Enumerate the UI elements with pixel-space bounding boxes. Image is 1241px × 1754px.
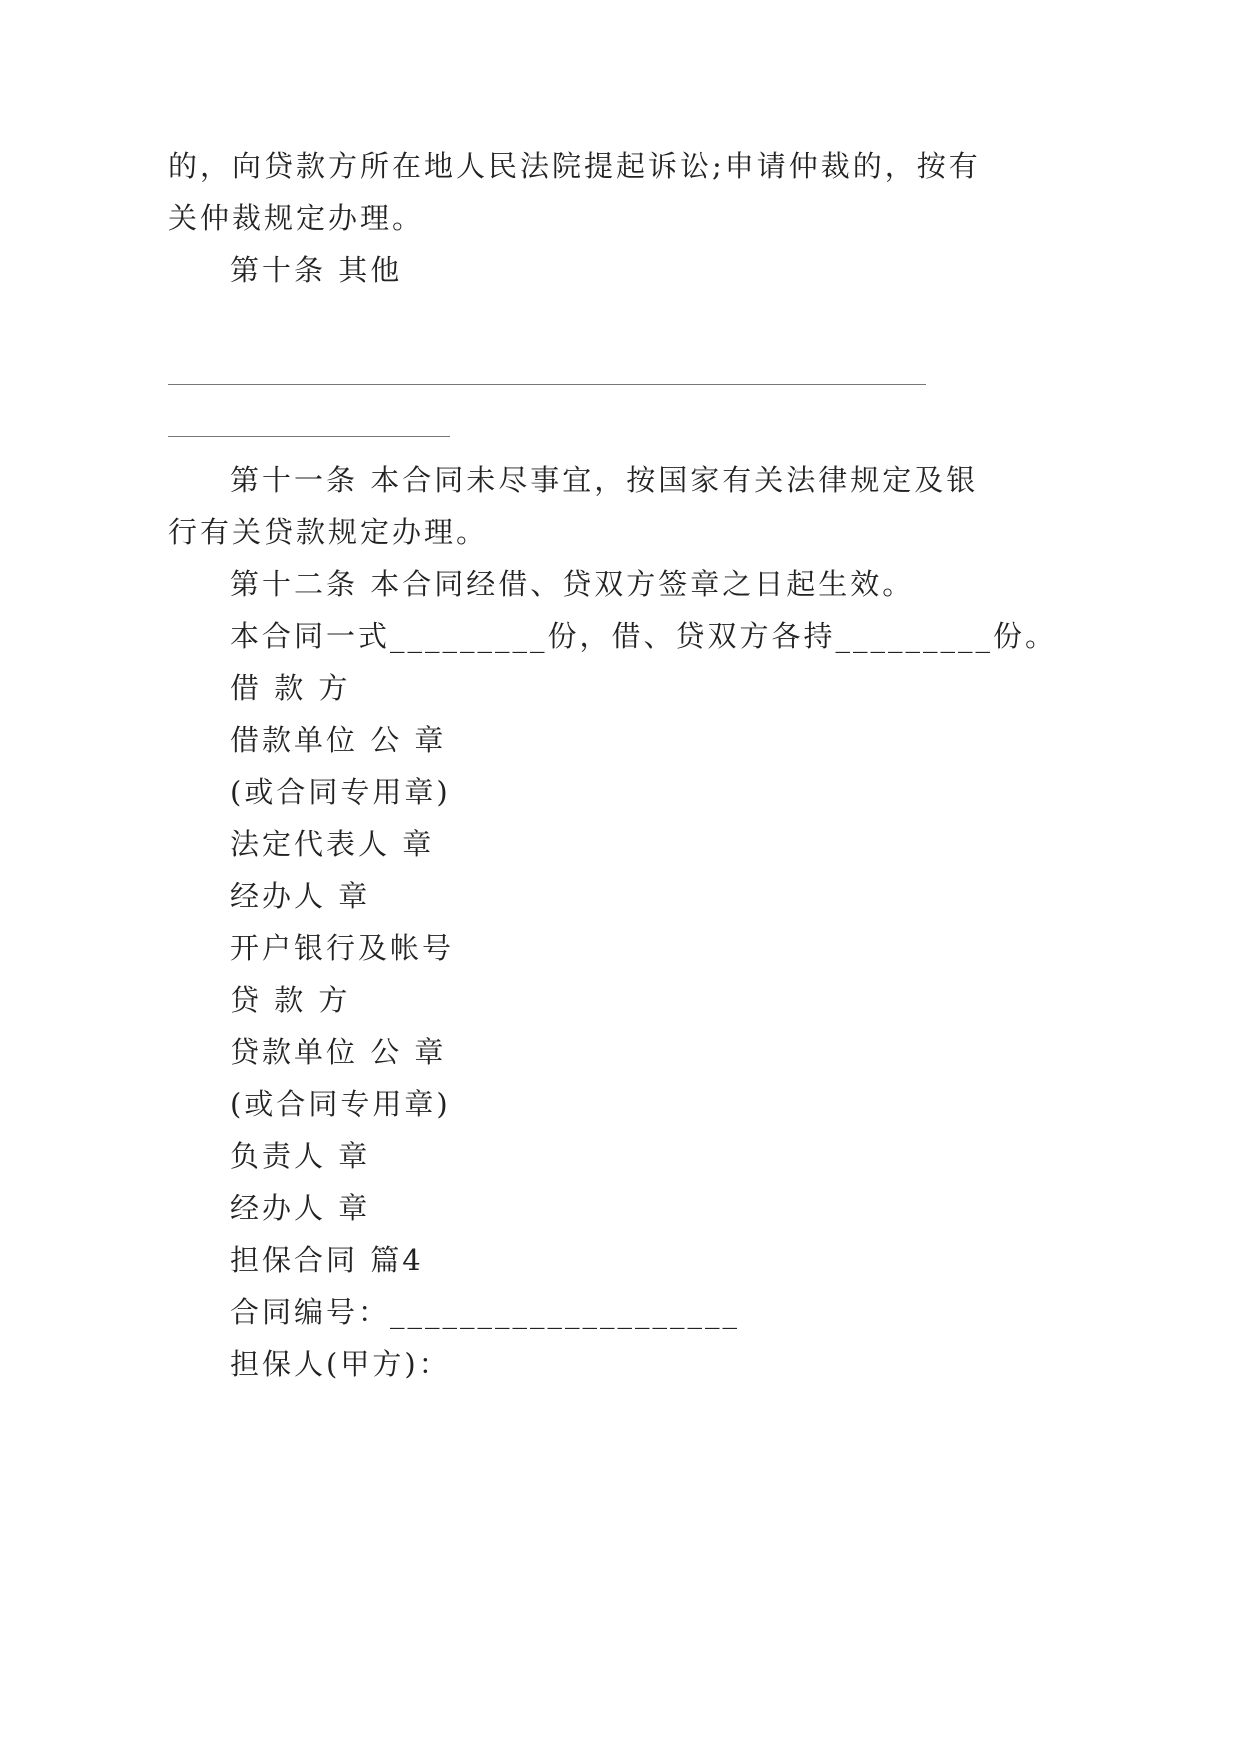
article-10-heading: 第十条 其他 [230, 253, 403, 287]
lender-contract-seal: (或合同专用章) [230, 1087, 451, 1121]
borrower-title: 借 款 方 [230, 671, 351, 705]
guarantor-party-a: 担保人(甲方)： [230, 1347, 451, 1381]
borrower-legal-rep: 法定代表人 章 [230, 827, 435, 861]
article-12: 第十二条 本合同经借、贷双方签章之日起生效。 [230, 567, 915, 601]
section-4-title: 担保合同 篇4 [230, 1243, 424, 1277]
lender-title: 贷 款 方 [230, 983, 351, 1017]
article-11-line: 行有关贷款规定办理。 [168, 515, 489, 549]
borrower-bank-account: 开户银行及帐号 [230, 931, 455, 965]
borrower-contract-seal: (或合同专用章) [230, 775, 451, 809]
borrower-handler: 经办人 章 [230, 879, 371, 913]
contract-number: 合同编号：____________________ [230, 1295, 741, 1329]
lender-unit-seal: 贷款单位 公 章 [230, 1035, 447, 1069]
blank-fill-line [168, 436, 450, 437]
copies-clause: 本合同一式_________份，借、贷双方各持_________份。 [230, 619, 1058, 653]
borrower-unit-seal: 借款单位 公 章 [230, 723, 447, 757]
lender-responsible: 负责人 章 [230, 1139, 371, 1173]
lender-handler: 经办人 章 [230, 1191, 371, 1225]
blank-fill-line [168, 384, 926, 385]
paragraph-line: 关仲裁规定办理。 [168, 201, 425, 235]
paragraph-line: 的，向贷款方所在地人民法院提起诉讼;申请仲裁的，按有 [168, 149, 981, 183]
article-11-line: 第十一条 本合同未尽事宜，按国家有关法律规定及银 [230, 463, 979, 497]
